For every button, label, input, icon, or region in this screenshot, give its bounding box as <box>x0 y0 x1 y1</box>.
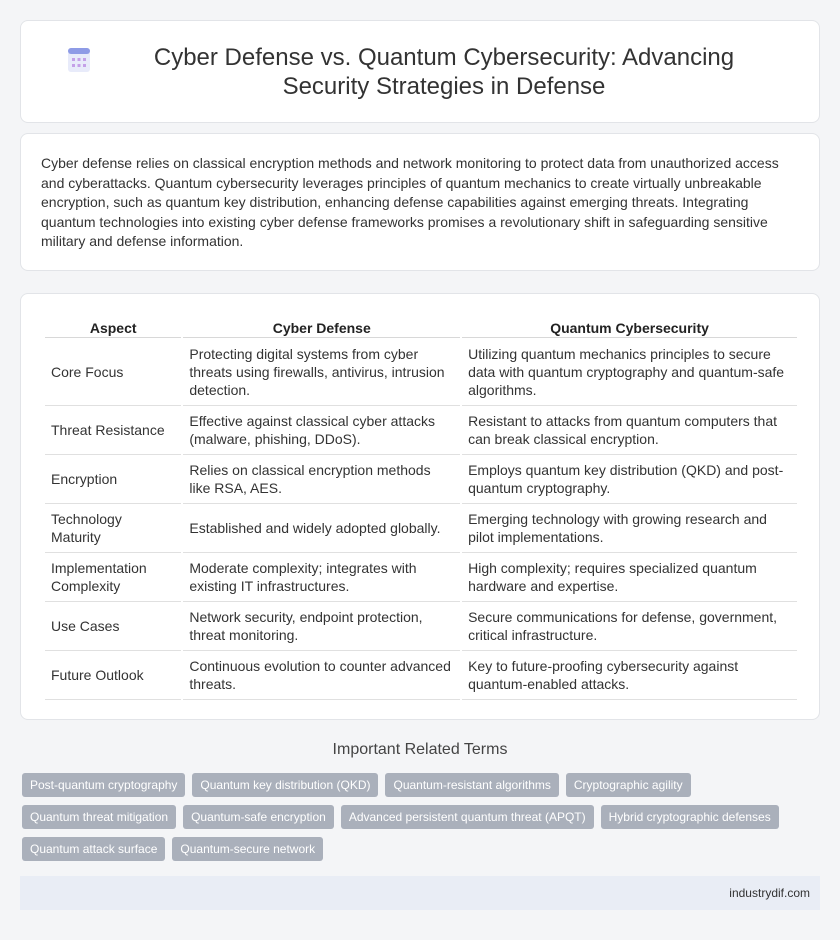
table-row <box>45 504 797 553</box>
tag-row <box>22 773 822 797</box>
quantum-cell: Key to future-proofing cybersecurity against quantum-enabled attacks. <box>462 651 797 700</box>
table-row <box>45 553 797 602</box>
quantum-cell: High complexity; requires specialized quantum hardware and expertise. <box>462 553 797 602</box>
tag-link[interactable]: Hybrid cryptographic defenses <box>601 805 779 829</box>
footer-site-name: industrydif.com <box>729 886 810 900</box>
table-row <box>45 338 797 406</box>
tag-link[interactable]: Advanced persistent quantum threat (APQT) <box>341 805 594 829</box>
cyber-defense-cell: Moderate complexity; integrates with existing IT infrastructures. <box>183 553 460 602</box>
header-aspect: Aspect <box>45 314 181 338</box>
aspect-cell: Future Outlook <box>45 651 181 700</box>
document-icon <box>66 47 92 73</box>
tag-link[interactable]: Quantum attack surface <box>22 837 165 861</box>
aspect-cell: Threat Resistance <box>45 406 181 455</box>
title-card <box>20 20 820 123</box>
tag-link[interactable]: Post-quantum cryptography <box>22 773 185 797</box>
quantum-cell: Secure communications for defense, government, critical infrastructure. <box>462 602 797 651</box>
cyber-defense-cell: Effective against classical cyber attacks (malware, phishing, DDoS). <box>183 406 460 455</box>
tag-link[interactable]: Quantum-secure network <box>172 837 323 861</box>
cyber-defense-cell: Continuous evolution to counter advanced threats. <box>183 651 460 700</box>
quantum-cell: Resistant to attacks from quantum computers that can break classical encryption. <box>462 406 797 455</box>
table-header-row <box>45 314 797 338</box>
header-quantum-cybersecurity: Quantum Cybersecurity <box>462 314 797 338</box>
tag-link[interactable]: Cryptographic agility <box>566 773 691 797</box>
aspect-cell: Use Cases <box>45 602 181 651</box>
cyber-defense-cell: Network security, endpoint protection, threat monitoring. <box>183 602 460 651</box>
aspect-cell: Implementation Complexity <box>45 553 181 602</box>
cyber-defense-cell: Established and widely adopted globally. <box>183 504 460 553</box>
related-terms-heading: Important Related Terms <box>332 741 508 758</box>
table-row <box>45 406 797 455</box>
quantum-cell: Utilizing quantum mechanics principles to secure data with quantum cryptography and quantum-safe algorithms. <box>462 338 797 406</box>
comparison-table <box>43 314 799 700</box>
comparison-table-card <box>20 293 820 720</box>
table-row <box>45 602 797 651</box>
related-terms-list <box>22 773 822 869</box>
aspect-cell: Core Focus <box>45 338 181 406</box>
quantum-cell: Emerging technology with growing research and pilot implementations. <box>462 504 797 553</box>
tag-link[interactable]: Quantum-safe encryption <box>183 805 334 829</box>
header-cyber-defense: Cyber Defense <box>183 314 460 338</box>
tag-link[interactable]: Quantum-resistant algorithms <box>385 773 558 797</box>
quantum-cell: Employs quantum key distribution (QKD) and post-quantum cryptography. <box>462 455 797 504</box>
cyber-defense-cell: Protecting digital systems from cyber threats using firewalls, antivirus, intrusion detection. <box>183 338 460 406</box>
tag-row <box>22 837 822 861</box>
intro-paragraph: Cyber defense relies on classical encryption methods and network monitoring to protect data from unauthorized access and cyberattacks. Quantum cybersecurity leverages principles of quantum mechanics to create virtually unbreakable encryption, such as quantum key distribution, enhancing defense capabilities against emerging threats. Integrating quantum technologies into existing cyber defense frameworks promises a revolutionary shift in safeguarding sensitive military and defense information. <box>41 155 779 249</box>
cyber-defense-cell: Relies on classical encryption methods like RSA, AES. <box>183 455 460 504</box>
tag-link[interactable]: Quantum threat mitigation <box>22 805 176 829</box>
aspect-cell: Technology Maturity <box>45 504 181 553</box>
intro-card <box>20 133 820 271</box>
table-row <box>45 651 797 700</box>
tag-link[interactable]: Quantum key distribution (QKD) <box>192 773 378 797</box>
page-title: Cyber Defense vs. Quantum Cybersecurity: Advancing Security Strategies in Defense <box>153 43 735 100</box>
footer <box>20 876 820 910</box>
table-row <box>45 455 797 504</box>
tag-row <box>22 805 822 829</box>
aspect-cell: Encryption <box>45 455 181 504</box>
